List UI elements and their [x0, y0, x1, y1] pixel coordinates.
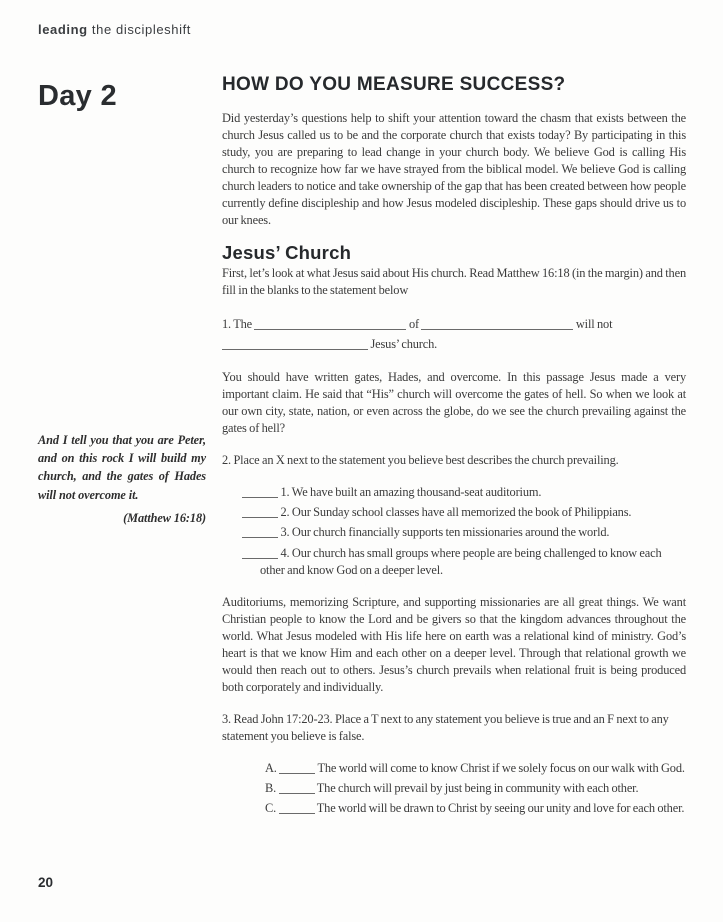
reflection-paragraph: Auditoriums, memorizing Scripture, and supporting missionaries are all great things. We want Christian people to know the Lord and be givers so that the kingdom advances throughout the world. What Jesus modeled with His life here on earth was a relational kind of ministry. God’s heart is that we know Him and each other on a deeper level. Through that relational growth we would then reach out to others. Jesus’s church prevails when relational fruit is being produced both corporately and individually. — [222, 595, 686, 695]
q2-option — [222, 545, 686, 579]
q2-option-text: 4. Our church has small groups where people are being challenged to know each other and know God on a deeper level. — [260, 545, 662, 577]
q2-options — [222, 484, 686, 579]
verse-text: And I tell you that you are Peter, and on this rock I will build my church, and the gates of Hades will not overcome it. — [38, 433, 206, 502]
fill-in-question-1 — [222, 314, 686, 354]
day-label: Day 2 — [38, 80, 117, 112]
q3-options — [222, 760, 686, 818]
q2-option — [222, 484, 686, 501]
q3-option — [222, 800, 686, 817]
blank-field — [242, 546, 278, 559]
intro-paragraph: Did yesterday’s questions help to shift your attention toward the chasm that exists between the church Jesus called us to be and the corporate church that exists today? By participating in this study, you are preparing to lead change in your church body. We believe God is calling His church to recognize how far we have strayed from the biblical model. We believe God is calling church leaders to notice and take ownership of the gap that has been created between how people currently define discipleship and how Jesus modeled discipleship. These gaps should drive us to our knees. — [222, 111, 686, 227]
running-header-bold: leading — [38, 22, 88, 37]
q2-option — [222, 504, 686, 521]
q3-option-text: The world will come to know Christ if we solely focus on our walk with God. — [317, 761, 685, 776]
q2-option-text: 3. Our church financially supports ten missionaries around the world. — [280, 525, 610, 540]
section-heading: Jesus’ Church — [222, 242, 352, 263]
q3-option — [222, 780, 686, 797]
running-header-rest: the discipleshift — [87, 22, 192, 37]
blank-field — [279, 781, 315, 794]
q1-mid: of — [408, 317, 419, 331]
blank-field — [242, 525, 278, 538]
blank-field — [222, 337, 368, 350]
blank-field — [242, 485, 278, 498]
q1-tail: Jesus’ church. — [370, 337, 438, 351]
blank-field — [421, 317, 573, 330]
blank-field — [279, 801, 315, 814]
q1-suffix: will not — [575, 317, 613, 331]
option-letter: A. — [265, 761, 277, 776]
answer-paragraph: You should have written gates, Hades, and overcome. In this passage Jesus made a very important claim. He said that “His” church will overcome the gates of hell. So when we look at our own city, state, nation, or even across the globe, do we see the church prevailing against the gates of hell? — [222, 370, 686, 435]
q3-prompt: 3. Read John 17:20-23. Place a T next to any statement you believe is true and an F next to any statement you believe is false. — [222, 712, 669, 744]
verse-citation: (Matthew 16:18) — [123, 510, 206, 525]
q3-option-text: The world will be drawn to Christ by seeing our unity and love for each other. — [316, 801, 685, 816]
blank-field — [279, 761, 315, 774]
section-lead: First, let’s look at what Jesus said about His church. Read Matthew 16:18 (in the margin) and then fill in the blanks to the statement below — [222, 266, 686, 297]
running-header — [38, 22, 191, 37]
option-letter: B. — [265, 781, 277, 796]
blank-field — [242, 505, 278, 518]
q2-prompt: 2. Place an X next to the statement you believe best describes the church prevailing. — [222, 453, 619, 467]
q3-option — [222, 760, 686, 777]
q2-option-text: 2. Our Sunday school classes have all memorized the book of Philippians. — [280, 505, 632, 520]
q3-option-text: The church will prevail by just being in community with each other. — [316, 781, 639, 796]
option-letter: C. — [265, 801, 277, 816]
q2-option-text: 1. We have built an amazing thousand-seat auditorium. — [280, 485, 542, 499]
q2-option — [222, 524, 686, 541]
page-title: HOW DO YOU MEASURE SUCCESS? — [222, 74, 566, 95]
main-column — [222, 76, 686, 833]
q1-prefix: 1. The — [222, 317, 253, 331]
margin-note — [38, 431, 206, 527]
blank-field — [254, 317, 406, 330]
page-number: 20 — [38, 875, 54, 890]
